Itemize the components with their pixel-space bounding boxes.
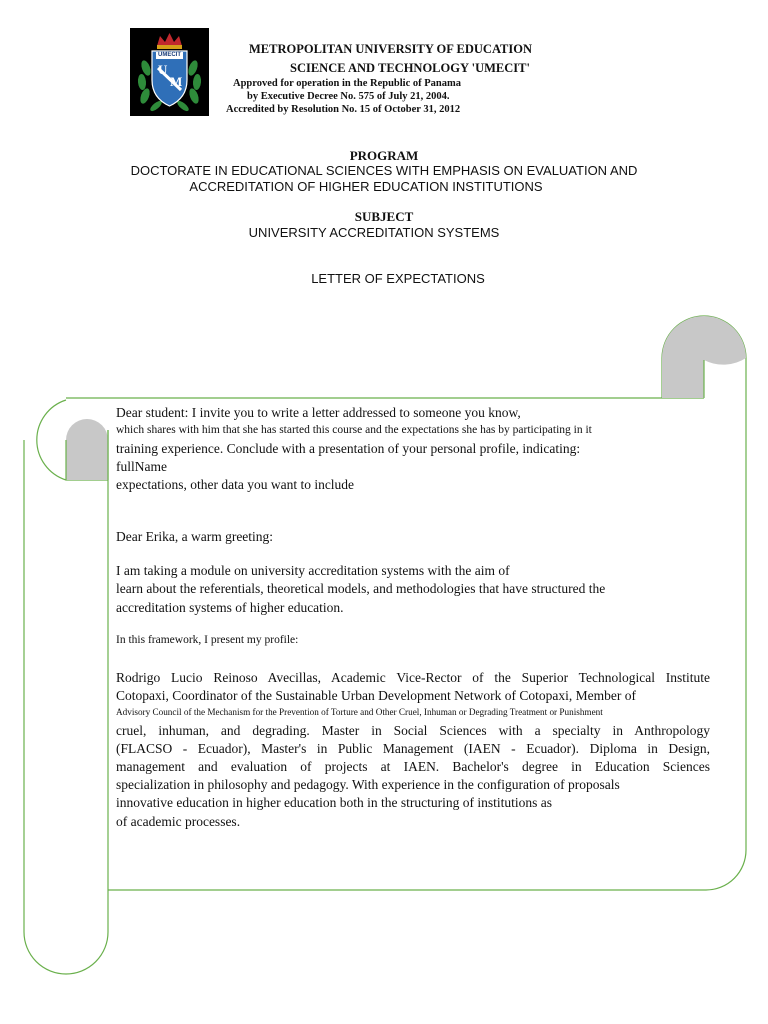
letter-greeting: Dear Erika, a warm greeting: — [116, 529, 274, 544]
logo-letter-m: M — [170, 74, 183, 89]
subject-name: UNIVERSITY ACCREDITATION SYSTEMS — [248, 225, 500, 240]
profile-line9: of academic processes. — [116, 814, 241, 829]
logo-text: UMECIT — [158, 52, 181, 58]
instructions-line4: fullName — [116, 459, 167, 474]
instructions-line1: Dear student: I invite you to write a letter addressed to someone you know, — [116, 405, 521, 420]
framework-line: In this framework, I present my profile: — [116, 634, 299, 646]
document-title: LETTER OF EXPECTATIONS — [311, 271, 485, 286]
profile-line6: management and evaluation of projects at IAEN. Bachelor's degree in Education Sciences — [116, 759, 710, 774]
intro-line2: learn about the referentials, theoretical models, and methodologies that have structured the — [116, 581, 606, 596]
profile-line7: specialization in philosophy and pedagogy. With experience in the configuration of proposals — [116, 777, 620, 792]
program-line2: ACCREDITATION OF HIGHER EDUCATION INSTITUTIONS — [189, 179, 543, 194]
program-line1: DOCTORATE IN EDUCATIONAL SCIENCES WITH EMPHASIS ON EVALUATION AND — [130, 163, 638, 178]
approval-line2: by Executive Decree No. 575 of July 21, 2004. — [247, 91, 450, 102]
university-name-line2: SCIENCE AND TECHNOLOGY 'UMECIT' — [290, 61, 530, 75]
university-name-line1: METROPOLITAN UNIVERSITY OF EDUCATION — [249, 42, 533, 56]
approval-line3: Accredited by Resolution No. 15 of October 31, 2012 — [226, 104, 461, 115]
profile-line2: Cotopaxi, Coordinator of the Sustainable Urban Development Network of Cotopaxi, Member of — [116, 688, 637, 703]
instructions-line5: expectations, other data you want to include — [116, 477, 355, 492]
profile-line5: (FLACSO - Ecuador), Master's in Public Management (IAEN - Ecuador). Diploma in Design, — [116, 741, 710, 756]
profile-line1: Rodrigo Lucio Reinoso Avecillas, Academic Vice-Rector of the Superior Technological Institute — [116, 670, 710, 685]
subject-title: SUBJECT — [354, 209, 414, 224]
left-curl-shade — [66, 419, 108, 480]
program-title: PROGRAM — [349, 148, 419, 163]
instructions-line2: which shares with him that she has started this course and the expectations she has by participating in it — [116, 424, 592, 436]
logo-letter-u: U — [158, 62, 168, 77]
intro-line1: I am taking a module on university accreditation systems with the aim of — [116, 563, 510, 578]
approval-line1: Approved for operation in the Republic of Panama — [233, 78, 461, 89]
profile-line3: Advisory Council of the Mechanism for the Prevention of Torture and Other Cruel, Inhuman or Degrading Treatment or Punishment — [116, 707, 603, 717]
profile-line8: innovative education in higher education both in the structuring of institutions as — [116, 795, 553, 810]
profile-line4: cruel, inhuman, and degrading. Master in Social Sciences with a specialty in Anthropology — [116, 723, 710, 738]
intro-line3: accreditation systems of higher education. — [116, 600, 344, 615]
instructions-line3: training experience. Conclude with a presentation of your personal profile, indicating: — [116, 441, 581, 456]
